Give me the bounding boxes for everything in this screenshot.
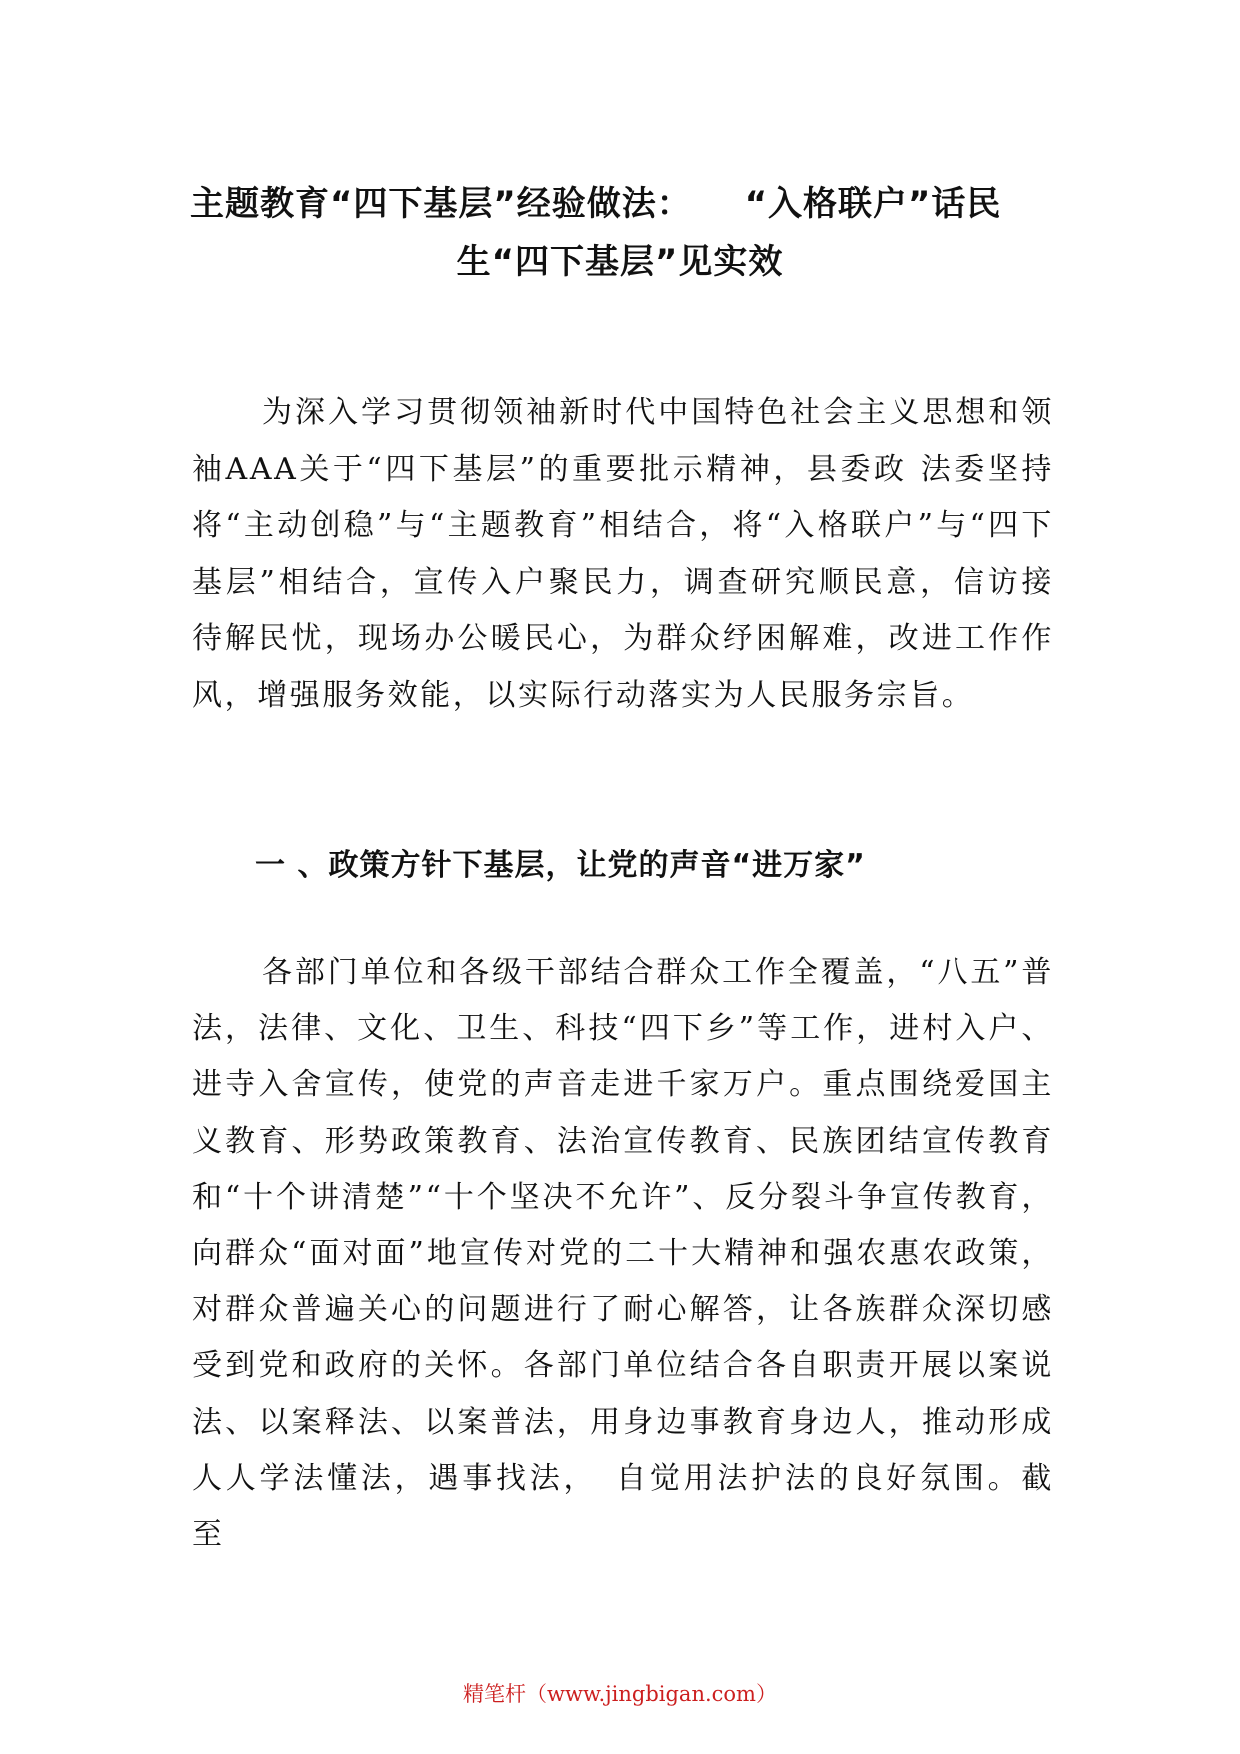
section-1-paragraph: 各部门单位和各级干部结合群众工作全覆盖，“八五”普法，法律、文化、卫生、科技“四下乡”等工作，进村入户、进寺入舍宣传，使党的声音走进千家万户。重点围绕爱国主义教育、形势政策教育、法治宣传教育、民族团结宣传教育和“十个讲清楚”“十个坚决不允许”、反分裂斗争宣传教育，向群众“面对面”地宣传对党的二十大精神和强农惠农政策，对群众普遍关心的问题进行了耐心解答，让各族群众深切感受到党和政府的关怀。各部门单位结合各自职责开展以案说法、以案释法、以案普法，用身边事教育身边人，推动形成人人学法懂法，遇事找法， 自觉用法护法的良好氛围。截至	[192, 955, 1054, 1553]
intro-paragraph: 为深入学习贯彻领袖新时代中国特色社会主义思想和领袖AAA关于“四下基层”的重要批示精神，县委政 法委坚持将“主动创稳”与“主题教育”相结合，将“入格联户”与“四下基层”相结合，宣传入户聚民力，调查研究顺民意，信访接待解民忧，现场办公暖民心，为群众纾困解难，改进工作作风，增强服务效能，以实际行动落实为人民服务宗旨。	[192, 395, 1054, 713]
section-heading-1: 一 、政策方针下基层，让党的声音“进万家”	[255, 848, 866, 883]
title-line-2: 生“四下基层”见实效	[456, 242, 784, 282]
footer-watermark: 精笔杆（www.jingbigan.com）	[463, 1682, 777, 1706]
title-line-1: 主题教育“四下基层”经验做法： “入格联户”话民	[190, 184, 1002, 224]
document-title	[150, 175, 1090, 291]
